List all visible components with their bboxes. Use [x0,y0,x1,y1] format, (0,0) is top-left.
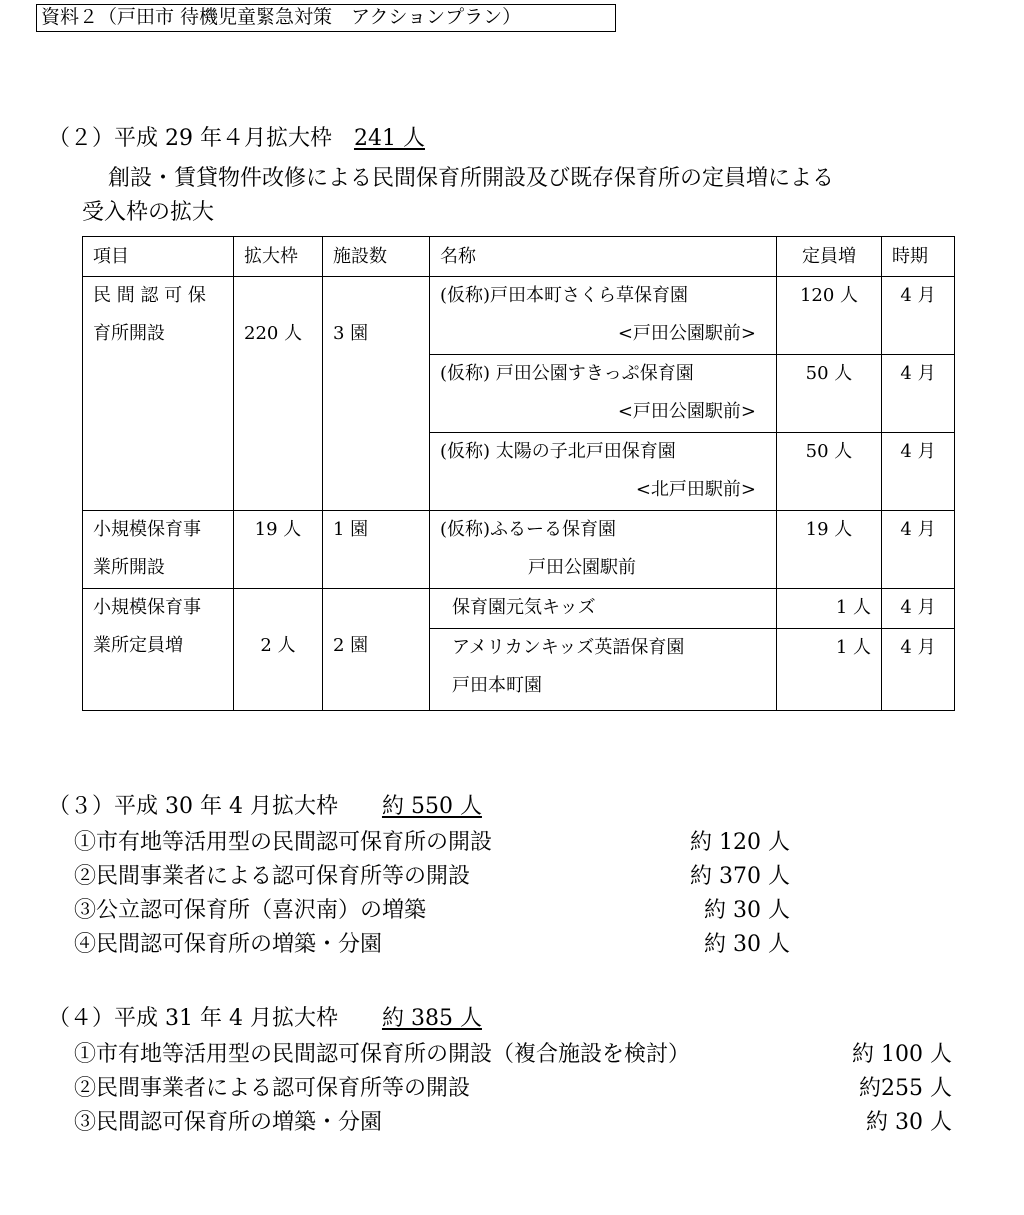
section3-item-amount: 約 120 人 [690,830,790,855]
facility-station: <戸田公園駅前> [617,323,756,344]
group1-expansion-value: 220 人 [244,323,303,344]
facility-name-line2: 戸田本町園 [452,675,542,696]
facility-station: <北戸田駅前> [635,479,756,500]
facility-name: (仮称)ふるーる保育園 [440,519,617,540]
section2-heading-total: 241 人 [353,126,425,151]
section4-item-amount: 約 100 人 [852,1042,952,1067]
facility-name-cell [430,629,777,711]
section3-item-amount: 約 30 人 [704,932,790,957]
table-header-row [83,237,955,277]
expansion-table [82,236,955,711]
header-facilities: 施設数 [323,237,430,277]
facility-name: (仮称) 太陽の子北戸田保育園 [440,441,676,462]
header-period: 時期 [882,237,955,277]
group3-item-line2: 業所定員増 [93,635,183,656]
document-label: 資料２（戸田市 待機児童緊急対策 アクションプラン） [36,4,616,32]
section3-item-label: ①市有地等活用型の民間認可保育所の開設 [74,830,493,855]
group1-item-line2: 育所開設 [93,323,165,344]
facility-name: (仮称) 戸田公園すきっぷ保育園 [440,363,694,384]
section4-item-amount: 約 30 人 [866,1110,952,1135]
section2-heading [48,124,425,154]
facility-name-cell [430,433,777,511]
section2-description-line2: 受入枠の拡大 [82,200,215,225]
facility-increase: 1 人 [777,589,882,629]
section4-heading-total: 約 385 人 [381,1006,482,1031]
section4-item-label: ①市有地等活用型の民間認可保育所の開設（複合施設を検討） [74,1042,691,1067]
section4-item-label: ②民間事業者による認可保育所等の開設 [74,1076,471,1101]
facility-period: 4 月 [882,589,955,629]
section3-item-amount: 約 370 人 [690,864,790,889]
section3-item-amount: 約 30 人 [704,898,790,923]
facility-name: 保育園元気キッズ [452,597,596,618]
group1-item [83,277,234,511]
facility-period: 4 月 [882,355,955,433]
group3-expansion: 2 人 [234,589,323,711]
facility-period: 4 月 [882,277,955,355]
facility-station: 戸田公園駅前 [528,557,636,578]
facility-name-cell [430,589,777,629]
section3-heading-total: 約 550 人 [381,794,482,819]
section2-heading-prefix: （２）平成 29 年４月拡大枠 [48,126,354,151]
group3-facilities: 2 園 [323,589,430,711]
group1-expansion [234,277,323,511]
facility-increase: 19 人 [777,511,882,589]
facility-name-cell [430,277,777,355]
facility-period: 4 月 [882,433,955,511]
section3-item-label: ④民間認可保育所の増築・分園 [74,932,383,957]
facility-increase: 1 人 [777,629,882,711]
group2-expansion: 19 人 [234,511,323,589]
group2-facilities: 1 園 [323,511,430,589]
facility-increase: 50 人 [777,433,882,511]
section4-heading [48,1004,482,1034]
table-row [83,511,955,589]
group2-item-line1: 小規模保育事 [93,519,201,540]
group1-facilities [323,277,430,511]
group1-item-line1: 民 間 認 可 保 [93,285,206,306]
facility-name-cell [430,511,777,589]
group3-item-line1: 小規模保育事 [93,597,201,618]
section4-item-amount: 約255 人 [859,1076,952,1101]
section3-heading [48,792,482,822]
header-increase: 定員増 [777,237,882,277]
section4-heading-prefix: （４）平成 31 年 4 月拡大枠 [48,1006,382,1031]
facility-name: アメリカンキッズ英語保育園 [452,637,685,658]
header-item: 項目 [83,237,234,277]
facility-increase: 50 人 [777,355,882,433]
section4-item-label: ③民間認可保育所の増築・分園 [74,1110,383,1135]
facility-period: 4 月 [882,511,955,589]
header-expansion: 拡大枠 [234,237,323,277]
section3-item-label: ②民間事業者による認可保育所等の開設 [74,864,471,889]
facility-name-cell [430,355,777,433]
facility-period: 4 月 [882,629,955,711]
header-name: 名称 [430,237,777,277]
facility-name: (仮称)戸田本町さくら草保育園 [440,285,689,306]
facility-station: <戸田公園駅前> [617,401,756,422]
section3-item-label: ③公立認可保育所（喜沢南）の増築 [74,898,427,923]
table-row [83,589,955,629]
group1-facilities-value: 3 園 [333,323,369,344]
group3-item [83,589,234,711]
section2-description-line1: 創設・賃貸物件改修による民間保育所開設及び既存保育所の定員増による [108,166,835,191]
facility-increase: 120 人 [777,277,882,355]
section3-heading-prefix: （３）平成 30 年 4 月拡大枠 [48,794,382,819]
group2-item [83,511,234,589]
table-row [83,277,955,355]
group2-item-line2: 業所開設 [93,557,165,578]
